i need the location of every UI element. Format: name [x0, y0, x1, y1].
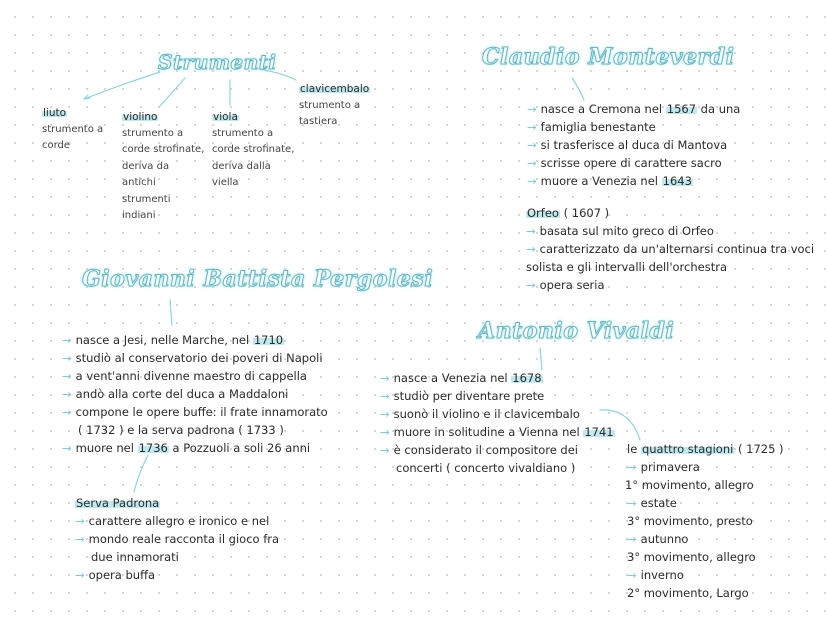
viola-block	[212, 105, 294, 192]
liuto-name: liuto	[43, 107, 67, 119]
orfeo-line-1: → caratterizzato da un'alternarsi continua tra voci	[526, 242, 815, 256]
vivaldi-facts	[380, 369, 615, 477]
violino-desc-3: antichi	[122, 177, 156, 188]
monteverdi-fact-3: → scrisse opere di carattere sacro	[527, 156, 722, 170]
viola-name: viola	[213, 111, 238, 123]
stagioni-line-4: → autunno	[627, 532, 689, 546]
monteverdi-facts	[527, 100, 740, 190]
orfeo-line-3: → opera seria	[526, 278, 605, 292]
liuto-block	[42, 101, 103, 155]
strumenti-title: Strumenti	[158, 50, 277, 74]
violino-desc-4: strumenti	[122, 193, 171, 205]
clavicembalo-name: clavicembalo	[300, 83, 370, 95]
vivaldi-fact-1: → studiò per diventare prete	[380, 389, 545, 403]
pergolesi-fact-5: ( 1732 ) e la serva padrona ( 1733 )	[78, 423, 284, 437]
orfeo-line-2: solista e gli intervalli dell'orchestra	[526, 260, 727, 274]
vivaldi-fact-0: → nasce a Venezia nel 1678	[380, 371, 542, 385]
stagioni-line-6: → inverno	[627, 568, 684, 582]
pergolesi-fact-6: → muore nel 1736 a Pozzuoli a soli 26 anni	[62, 441, 311, 455]
viola-desc-0: strumento a	[212, 127, 274, 139]
viola-desc-3: viella	[212, 177, 239, 188]
clavicembalo-desc-1: tastiera	[299, 116, 338, 127]
orfeo-line-0: → basata sul mito greco di Orfeo	[526, 224, 714, 238]
violino-desc-0: strumento a	[122, 127, 184, 139]
quattro-stagioni-block	[627, 440, 784, 602]
pergolesi-fact-0: → nasce a Jesi, nelle Marche, nel 1710	[62, 333, 284, 347]
liuto-desc-0: strumento a	[42, 123, 104, 135]
vivaldi-fact-3: → muore in solitudine a Vienna nel 1741	[380, 425, 614, 439]
monteverdi-fact-0: → nasce a Cremona nel 1567 da una	[527, 102, 741, 116]
serva-line-0: → carattere allegro e ironico e nel	[75, 514, 270, 528]
pergolesi-title: Giovanni Battista Pergolesi	[82, 266, 434, 292]
pergolesi-fact-4: → compone le opere buffe: il frate innamorato	[62, 405, 328, 419]
violino-desc-1: corde strofinate,	[122, 144, 205, 155]
serva-padrona-block	[75, 494, 279, 584]
serva-line-1: → mondo reale racconta il gioco fra	[75, 532, 280, 546]
viola-desc-2: deriva dalla	[212, 160, 271, 172]
viola-desc-1: corde strofinate,	[212, 144, 295, 155]
stagioni-line-2: → estate	[627, 496, 677, 510]
stagioni-line-5: 3° movimento, allegro	[627, 550, 756, 564]
pergolesi-fact-2: → a vent'anni divenne maestro di cappella	[62, 369, 307, 383]
vivaldi-fact-5: concerti ( concerto vivaldiano )	[396, 461, 576, 475]
stagioni-line-0: → primavera	[627, 460, 700, 474]
clavicembalo-block	[299, 77, 370, 131]
monteverdi-fact-1: → famiglia benestante	[527, 120, 656, 134]
pergolesi-fact-3: → andò alla corte del duca a Maddaloni	[62, 387, 289, 401]
stagioni-line-1: 1° movimento, allegro	[625, 478, 754, 492]
stagioni-heading: le quattro stagioni ( 1725 )	[627, 442, 784, 456]
pergolesi-facts	[62, 331, 328, 457]
violino-name: violino	[123, 111, 158, 123]
liuto-desc-1: corde	[42, 140, 71, 151]
monteverdi-title: Claudio Monteverdi	[482, 44, 735, 70]
vivaldi-fact-4: → è considerato il compositore dei	[380, 443, 579, 457]
violino-desc-2: deriva da	[122, 160, 170, 172]
clavicembalo-desc-0: strumento a	[299, 99, 361, 111]
violino-block	[122, 105, 204, 225]
vivaldi-title: Antonio Vivaldi	[478, 318, 675, 344]
violino-desc-5: indiani	[122, 210, 156, 221]
vivaldi-fact-2: → suonò il violino e il clavicembalo	[380, 407, 580, 421]
serva-line-3: → opera buffa	[75, 568, 156, 582]
monteverdi-fact-2: → si trasferisce al duca di Mantova	[527, 138, 728, 152]
orfeo-heading: Orfeo ( 1607 )	[527, 206, 610, 220]
orfeo-block	[526, 204, 814, 294]
serva-line-2: due innamorati	[91, 550, 179, 564]
serva-padrona-heading: Serva Padrona	[76, 496, 160, 510]
monteverdi-fact-4: → muore a Venezia nel 1643	[527, 174, 692, 188]
stagioni-line-7: 2° movimento, Largo	[627, 586, 749, 600]
stagioni-line-3: 3° movimento, presto	[627, 514, 753, 528]
pergolesi-fact-1: → studiò al conservatorio dei poveri di Napoli	[62, 351, 323, 365]
